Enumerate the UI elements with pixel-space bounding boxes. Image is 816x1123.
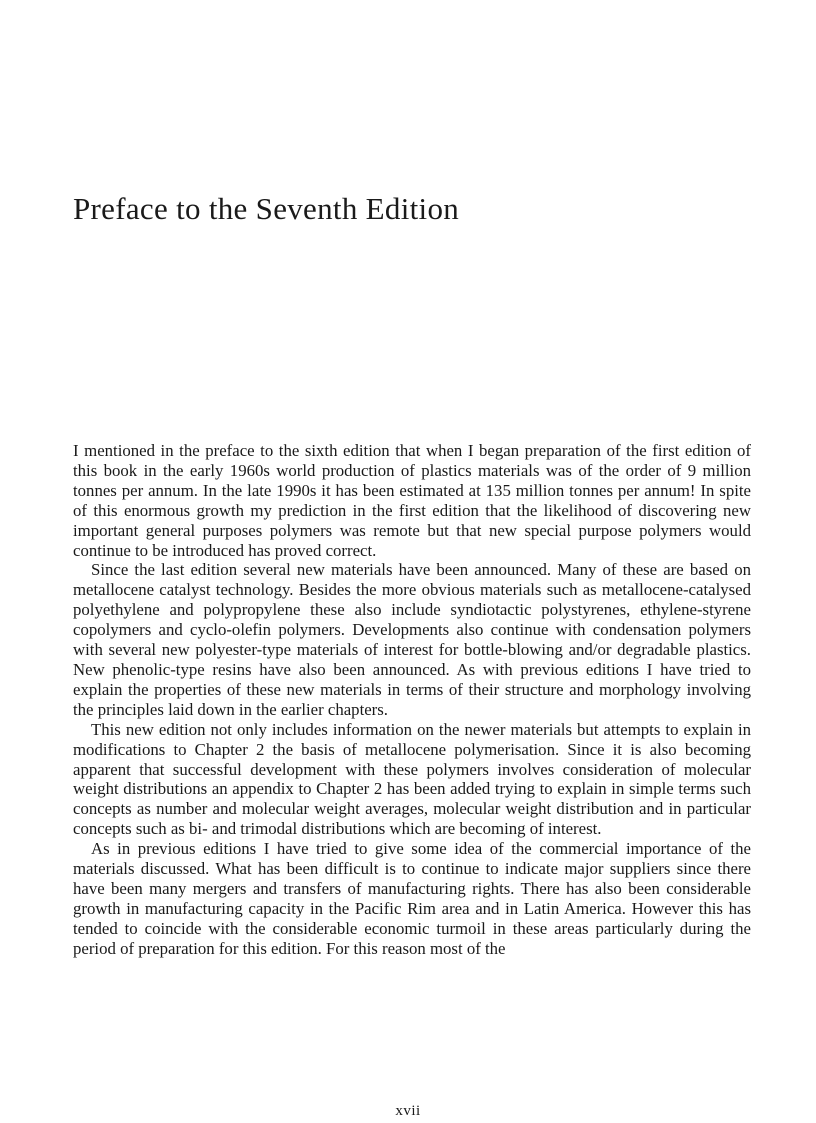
paragraph-3: This new edition not only includes information on the newer materials but attempts to explain in modifications to Chapter 2 the basis of metallocene polymerisation. Since it is also becoming apparent that successful development with these polymers involves consideration of molecular weight distributions an appendix to Chapter 2 has been added trying to explain in simple terms such concepts as number and molecular weight averages, molecular weight distribution and in particular concepts such as bi- and trimodal distributions which are becoming of interest. xyxy=(73,719,751,839)
page-title: Preface to the Seventh Edition xyxy=(73,191,460,226)
paragraph-2: Since the last edition several new materials have been announced. Many of these are based on metallocene catalyst technology. Besides the more obvious materials such as metallocene-catalysed polyethylene and polypropylene these also include syndiotactic polystyrenes, ethylene-styrene copolymers and cyclo-olefin polymers. Developments also continue with condensation polymers with several new polyester-type materials of interest for bottle-blowing and/or degradable plastics. New phenolic-type resins have also been announced. As with previous editions I have tried to explain the properties of these new materials in terms of their structure and morphology involving the principles laid down in the earlier chapters. xyxy=(73,560,751,719)
page-number: xvii xyxy=(395,1103,421,1119)
paragraph-4: As in previous editions I have tried to give some idea of the commercial importance of the materials discussed. What has been difficult is to continue to indicate major suppliers since there have been many mergers and transfers of manufacturing rights. There has also been considerable growth in manufacturing capacity in the Pacific Rim area and in Latin America. However this has tended to coincide with the considerable economic turmoil in these areas particularly during the period of preparation for this edition. For this reason most of the xyxy=(73,839,751,958)
preface-body xyxy=(73,441,751,959)
paragraph-1: I mentioned in the preface to the sixth edition that when I began preparation of the first edition of this book in the early 1960s world production of plastics materials was of the order of 9 million tonnes per annum. In the late 1990s it has been estimated at 135 million tonnes per annum! In spite of this enormous growth my prediction in the first edition that the likelihood of discovering new important general purposes polymers was remote but that new special purpose polymers would continue to be introduced has proved correct. xyxy=(73,441,751,560)
